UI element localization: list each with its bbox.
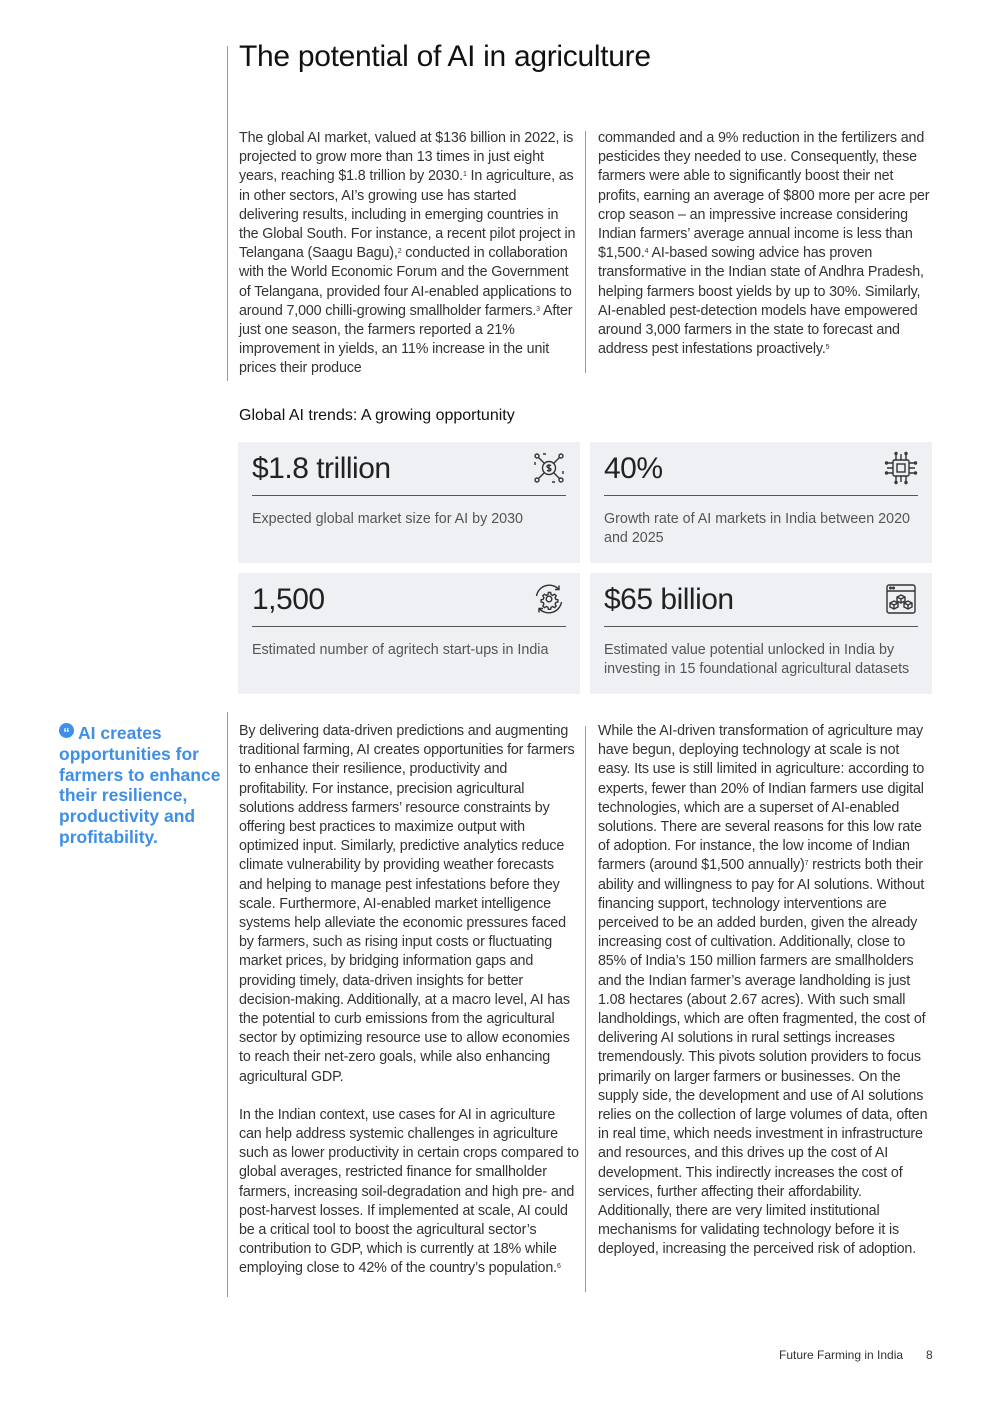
intro-column-divider bbox=[585, 131, 586, 373]
pull-quote-text: AI creates opportunities for farmers to enhance their resilience, productivity and profitability. bbox=[59, 723, 221, 847]
paragraph bbox=[239, 129, 579, 379]
gear-cycle-icon bbox=[532, 582, 566, 616]
paragraph bbox=[239, 722, 579, 1087]
stat-divider bbox=[252, 495, 566, 496]
stat-description: Estimated number of agritech start-ups in India bbox=[252, 642, 549, 658]
paragraph bbox=[239, 1106, 579, 1279]
intro-column-2 bbox=[598, 129, 934, 359]
stat-card-growth-rate bbox=[590, 442, 932, 563]
text-run: While the AI-driven transformation of agriculture may have begun, deploying technology at scale is not easy. Its use is still limited in agriculture: according to experts, fewer than 20% of Indian farmers use digital technologies, which are a superset of AI-enabled solutions. There are several reasons for this low rate of adoption. For instance, the low income of Indian farmers (around $1,500 annually) bbox=[598, 723, 925, 874]
left-margin-rule-bottom bbox=[227, 712, 228, 1297]
stat-card-value-potential bbox=[590, 573, 932, 694]
footnote-marker: 3 bbox=[536, 305, 540, 313]
pull-quote bbox=[59, 723, 221, 848]
footnote-marker: 1 bbox=[462, 171, 467, 179]
text-run: conducted in collaboration with the World Economic Forum and the Government of Telangana, provided four AI-enabled applications to around 7,000 chilli-growing smallholder farmers. bbox=[239, 245, 572, 319]
page-number: 8 bbox=[926, 1348, 933, 1362]
text-run: The global AI market, valued at $136 billion in 2022, is projected to grow more than 13 times in just eight years, reaching $1.8 trillion by 2030. bbox=[239, 130, 574, 185]
text-run: commanded and a 9% reduction in the fertilizers and pesticides they needed to use. Consequently, these farmers were able to significantly boost their net profits, earning an average of $800 more per acre per crop season – an impressive increase considering Indian farmers’ average annual income is less than $1,500. bbox=[598, 130, 930, 262]
footnote-marker: 6 bbox=[556, 1263, 561, 1271]
left-margin-rule-top bbox=[227, 46, 228, 381]
stat-divider bbox=[252, 626, 566, 627]
stat-value: $65 billion bbox=[604, 583, 734, 616]
body-column-1 bbox=[239, 722, 579, 1279]
stat-description: Expected global market size for AI by 2030 bbox=[252, 511, 523, 527]
trends-heading: Global AI trends: A growing opportunity bbox=[239, 407, 515, 424]
stat-description: Estimated value potential unlocked in India by investing in 15 foundational agricultural datasets bbox=[604, 642, 910, 678]
footnote-marker: 7 bbox=[804, 860, 809, 868]
quote-icon: “ bbox=[59, 723, 74, 738]
footnote-marker: 4 bbox=[644, 248, 649, 256]
money-network-icon bbox=[532, 451, 566, 485]
paragraph bbox=[598, 722, 934, 1260]
page-title: The potential of AI in agriculture bbox=[239, 40, 651, 73]
stat-value: $1.8 trillion bbox=[252, 452, 391, 485]
text-run: AI-based sowing advice has proven transformative in the Indian state of Andhra Pradesh, helping farmers boost yields by up to 30%. Similarly, AI-enabled pest-detection models have empowered around 3,000 farmers in the state to forecast and address pest infestations proactively. bbox=[598, 245, 924, 358]
chip-icon bbox=[884, 451, 918, 485]
text-run: In the Indian context, use cases for AI in agriculture can help address systemic challenges in agriculture such as lower productivity in certain crops compared to global averages, restricted finance for smallholder farmers, increasing soil-degradation and high pre- and post-harvest losses. If implemented at scale, AI could be a critical tool to boost the agricultural sector’s contribution to GDP, which is currently at 18% while employing close to 42% of the country’s population. bbox=[239, 1106, 579, 1277]
footnote-marker: 5 bbox=[825, 344, 830, 352]
text-run: After just one season, the farmers reported a 21% improvement in yields, an 11% increase in the unit prices their produce bbox=[239, 302, 573, 377]
text-run: restricts both their ability and willingness to pay for AI solutions. Without financing support, technology interventions are perceived to be an added burden, given the already increasing cost of cultivation. Additionally, close to 85% of India’s 150 million farmers are smallholders and the Indian farmer’s average landholding is just 1.08 hectares (about 2.67 acres). With such small landholdings, which are often fragmented, the cost of delivering AI solutions in rural settings increases tremendously. This pivots solution providers to focus primarily on larger farmers or businesses. On the supply side, the development and use of AI solutions relies on the collection of large volumes of data, often in real time, which needs investment in infrastructure and resources, and this drives up the cost of AI development. This indirectly increases the cost of services, further affecting their affordability. Additionally, there are very limited institutional mechanisms for validating technology before it is deployed, increasing the perceived risk of adoption. bbox=[598, 857, 928, 1258]
stat-value: 1,500 bbox=[252, 583, 325, 616]
stat-card-agritech-startups bbox=[238, 573, 580, 694]
stat-divider bbox=[604, 495, 918, 496]
intro-column-1 bbox=[239, 129, 579, 379]
text-run: By delivering data-driven predictions and augmenting traditional farming, AI creates opportunities for farmers to enhance their resilience, productivity and profitability. For instance, precision agricultural solutions address farmers’ resource constraints by offering best practices to maximize output with optimized input. Similarly, predictive analytics reduce climate vulnerability by providing weather forecasts and helping to manage pest infestations before they scale. Furthermore, AI-enabled market intelligence systems help alleviate the economic pressures faced by farmers, such as rising input costs or fluctuating market prices, by bridging information gaps and providing timely, data-driven insights for better decision-making. Additionally, at a macro level, AI has the potential to curb emissions from the agricultural sector by optimizing resource use to allow economies to reach their net-zero goals, while also enhancing agricultural GDP. bbox=[239, 723, 575, 1085]
body-column-2 bbox=[598, 722, 934, 1260]
stat-description: Growth rate of AI markets in India between 2020 and 2025 bbox=[604, 511, 910, 547]
footer-label: Future Farming in India bbox=[779, 1348, 904, 1362]
footnote-marker: 2 bbox=[397, 248, 402, 256]
text-run: In agriculture, as in other sectors, AI’s growing use has started delivering results, including in emerging countries in the Global South. For instance, a recent pilot project in Telangana (Saagu Bagu), bbox=[239, 168, 576, 262]
stat-card-market-size bbox=[238, 442, 580, 563]
data-cubes-icon bbox=[884, 582, 918, 616]
stat-value: 40% bbox=[604, 452, 663, 485]
stat-divider bbox=[604, 626, 918, 627]
body-column-divider bbox=[585, 726, 586, 1292]
paragraph bbox=[598, 129, 934, 359]
